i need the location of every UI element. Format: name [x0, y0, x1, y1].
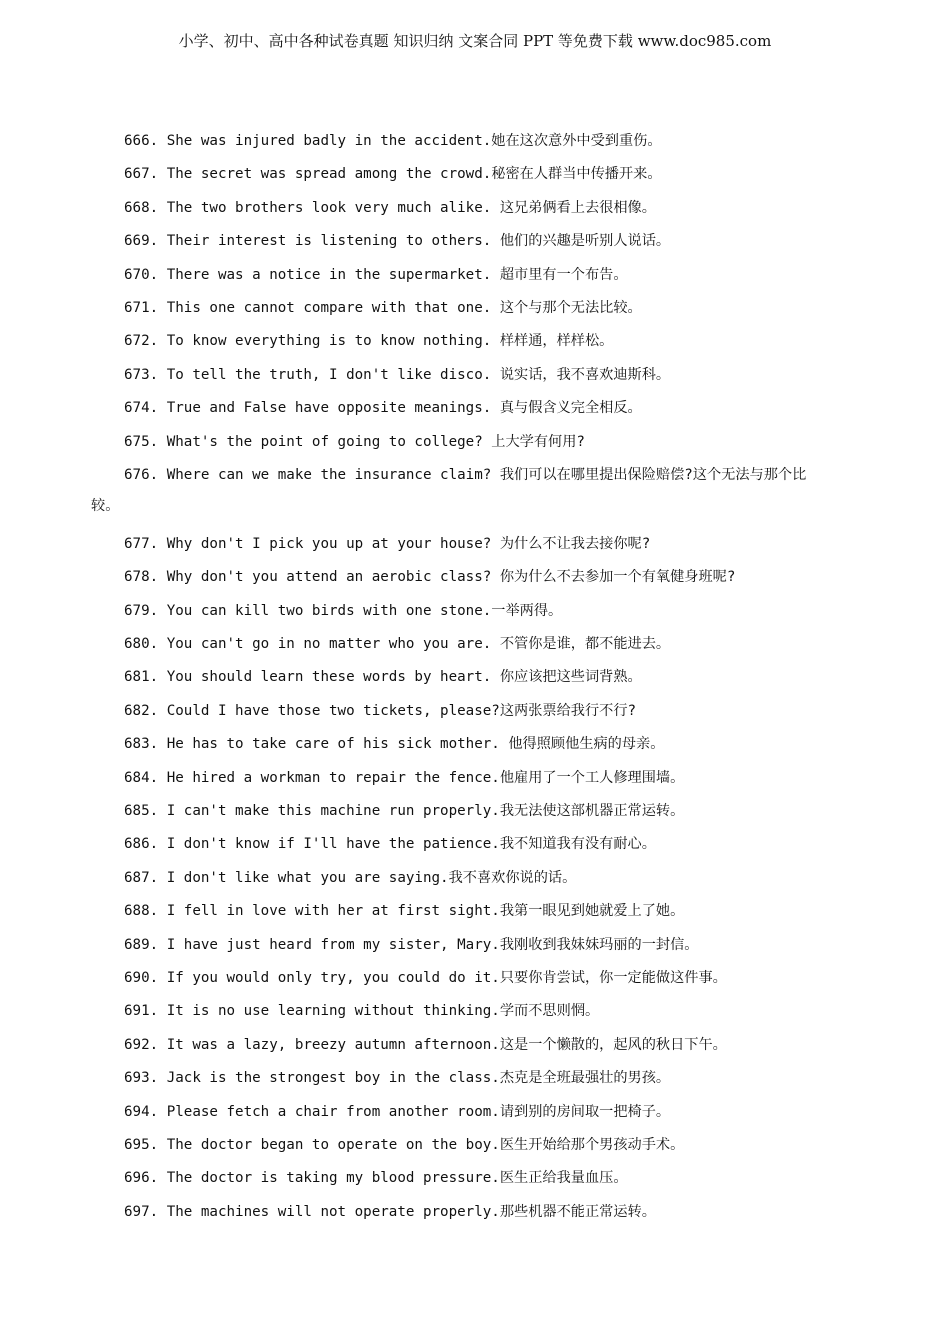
sentence-line: 690. If you would only try, you could do it.只要你肯尝试，你一定能做这件事。	[124, 969, 727, 986]
page-header: 小学、初中、高中各种试卷真题 知识归纳 文案合同 PPT 等免费下载 www.doc985.com	[178, 32, 772, 50]
sentence-line: 691. It is no use learning without thinking.学而不思则惘。	[124, 1003, 600, 1020]
sentence-line: 667. The secret was spread among the crowd.秘密在人群当中传播开来。	[124, 166, 662, 183]
sentence-line: 682. Could I have those two tickets, please?这两张票给我行不行?	[124, 702, 637, 719]
sentence-list	[0, 127, 950, 1231]
sentence-line: 697. The machines will not operate properly.那些机器不能正常运转。	[124, 1203, 656, 1220]
sentence-line: 683. He has to take care of his sick mother. 他得照顾他生病的母亲。	[124, 736, 665, 753]
sentence-line: 673. To tell the truth, I don't like disco. 说实话，我不喜欢迪斯科。	[124, 366, 671, 383]
sentence-line: 677. Why don't I pick you up at your house? 为什么不让我去接你呢?	[124, 535, 651, 552]
sentence-line: 674. True and False have opposite meanings. 真与假含义完全相反。	[124, 400, 642, 417]
sentence-line: 694. Please fetch a chair from another room.请到别的房间取一把椅子。	[124, 1103, 671, 1120]
sentence-line: 684. He hired a workman to repair the fence.他雇用了一个工人修理围墙。	[124, 769, 685, 786]
sentence-line: 666. She was injured badly in the accident.她在这次意外中受到重伤。	[124, 133, 662, 149]
sentence-line: 695. The doctor began to operate on the boy.医生开始给那个男孩动手术。	[124, 1136, 685, 1153]
sentence-line: 689. I have just heard from my sister, Mary.我刚收到我妹妹玛丽的一封信。	[124, 936, 699, 953]
sentence-line: 675. What's the point of going to college? 上大学有何用?	[124, 433, 585, 450]
sentence-line: 670. There was a notice in the supermarket. 超市里有一个布告。	[124, 266, 628, 283]
sentence-line: 687. I don't like what you are saying.我不喜欢你说的话。	[124, 869, 577, 886]
sentence-line: 688. I fell in love with her at first sight.我第一眼见到她就爱上了她。	[124, 903, 685, 920]
sentence-line: 685. I can't make this machine run properly.我无法使这部机器正常运转。	[124, 803, 685, 820]
sentence-line: 680. You can't go in no matter who you are. 不管你是谁，都不能进去。	[124, 636, 671, 653]
sentence-line: 696. The doctor is taking my blood pressure.医生正给我量血压。	[124, 1170, 628, 1187]
sentence-line: 678. Why don't you attend an aerobic class? 你为什么不去参加一个有氧健身班呢?	[124, 569, 736, 586]
sentence-line: 679. You can kill two birds with one stone.一举两得。	[124, 602, 563, 619]
sentence-line: 672. To know everything is to know nothing. 样样通，样样松。	[124, 333, 614, 350]
sentence-line: 671. This one cannot compare with that one. 这个与那个无法比较。	[124, 299, 642, 316]
sentence-line: 692. It was a lazy, breezy autumn afternoon.这是一个懒散的，起风的秋日下午。	[124, 1036, 727, 1053]
sentence-continuation: 较。	[91, 497, 120, 514]
sentence-line: 686. I don't know if I'll have the patience.我不知道我有没有耐心。	[124, 836, 656, 853]
sentence-line: 676. Where can we make the insurance claim? 我们可以在哪里提出保险赔偿?这个无法与那个比	[124, 466, 807, 483]
sentence-line: 681. You should learn these words by heart. 你应该把这些词背熟。	[124, 669, 642, 686]
sentence-line: 668. The two brothers look very much alike. 这兄弟俩看上去很相像。	[124, 199, 656, 216]
sentence-line: 693. Jack is the strongest boy in the class.杰克是全班最强壮的男孩。	[124, 1070, 671, 1087]
sentence-line: 669. Their interest is listening to others. 他们的兴趣是听别人说话。	[124, 233, 671, 250]
